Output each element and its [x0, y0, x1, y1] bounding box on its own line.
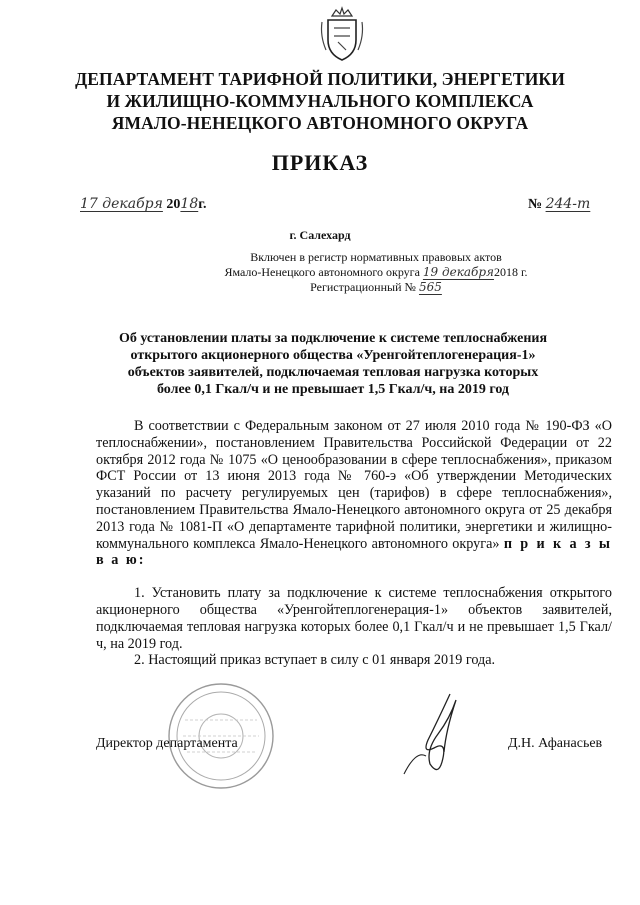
subject-line-2: открытого акционерного общества «Уренгойтеплогенерация-1» — [130, 348, 536, 363]
registration-line-2 — [196, 265, 556, 280]
year-suffix: г. — [198, 197, 207, 212]
preamble-paragraph — [96, 418, 612, 569]
registration-line-2-prefix: Ямало-Ненецкого автономного округа — [224, 265, 420, 279]
dept-line-1: ДЕПАРТАМЕНТ ТАРИФНОЙ ПОЛИТИКИ, ЭНЕРГЕТИКИ — [75, 69, 565, 89]
order-item-1: 1. Установить плату за подключение к системе теплоснабжения открытого акционерного общества «Уренгойтеплогенерация-1» объектов заявителей, подключаемая тепловая нагрузка которых более 0,1 Гкал/ч и не превышает 1,5 Гкал/ч, на 2019 год. — [96, 585, 612, 652]
order-date — [80, 196, 207, 213]
order-body — [96, 418, 612, 669]
year-handwritten: 18 — [180, 196, 199, 212]
order-subject — [118, 330, 548, 398]
order-word: п р и к а з ы в а ю: — [96, 535, 612, 569]
dept-line-3: ЯМАЛО-НЕНЕЦКОГО АВТОНОМНОГО ОКРУГА — [111, 113, 529, 133]
preamble-text: В соответствии с Федеральным законом от 27 июля 2010 года № 190-ФЗ «О теплоснабжении», постановлением Правительства Российской Федерации от 22 октября 2012 года № 1075 «О ценообразовании в сфере теплоснабжения», приказом ФСТ России от 13 июня 2013 года № 760-э «Об утверждении Методических указаний по расчету регулируемых цен (тарифов) в сфере теплоснабжения», постановлением Правительства Ямало-Ненецкого автономного округа от 25 декабря 2013 года № 1081-П «О департаменте тарифной политики, энергетики и жилищно-коммунального комплекса Ямало-Ненецкого автономного округа» — [96, 418, 612, 552]
number-prefix: № — [528, 197, 543, 212]
dept-line-2: И ЖИЛИЩНО-КОММУНАЛЬНОГО КОМПЛЕКСА — [106, 91, 534, 111]
subject-line-3: объектов заявителей, подключаемая тепловая нагрузка которых — [127, 365, 539, 380]
registration-number-handwritten: 565 — [418, 280, 442, 294]
city: г. Салехард — [289, 228, 351, 242]
registration-number-prefix: Регистрационный № — [310, 280, 416, 294]
date-handwritten: 17 декабря — [80, 196, 163, 212]
registration-line-3 — [196, 280, 556, 295]
registration-line-2-suffix: 2018 г. — [493, 265, 528, 279]
signatory-position: Директор департамента — [96, 736, 238, 751]
order-number — [528, 196, 590, 213]
registration-date-handwritten: 19 декабря — [422, 265, 494, 279]
subject-line-1: Об установлении платы за подключение к системе теплоснабжения — [118, 331, 548, 346]
department-header — [0, 68, 640, 134]
order-item-2: 2. Настоящий приказ вступает в силу с 01 января 2019 года. — [134, 652, 496, 669]
order-title: ПРИКАЗ — [271, 150, 369, 175]
coat-of-arms-icon — [318, 6, 366, 62]
subject-line-4: более 0,1 Гкал/ч и не превышает 1,5 Гкал/ч, на 2019 год — [156, 382, 510, 397]
signatory-name: Д.Н. Афанасьев — [508, 736, 603, 751]
registration-line-1: Включен в регистр нормативных правовых актов — [250, 250, 502, 264]
registration-note — [196, 250, 556, 295]
year-prefix: 20 — [166, 197, 181, 212]
number-handwritten: 244-т — [545, 196, 591, 212]
handwritten-signature-icon — [398, 690, 468, 780]
